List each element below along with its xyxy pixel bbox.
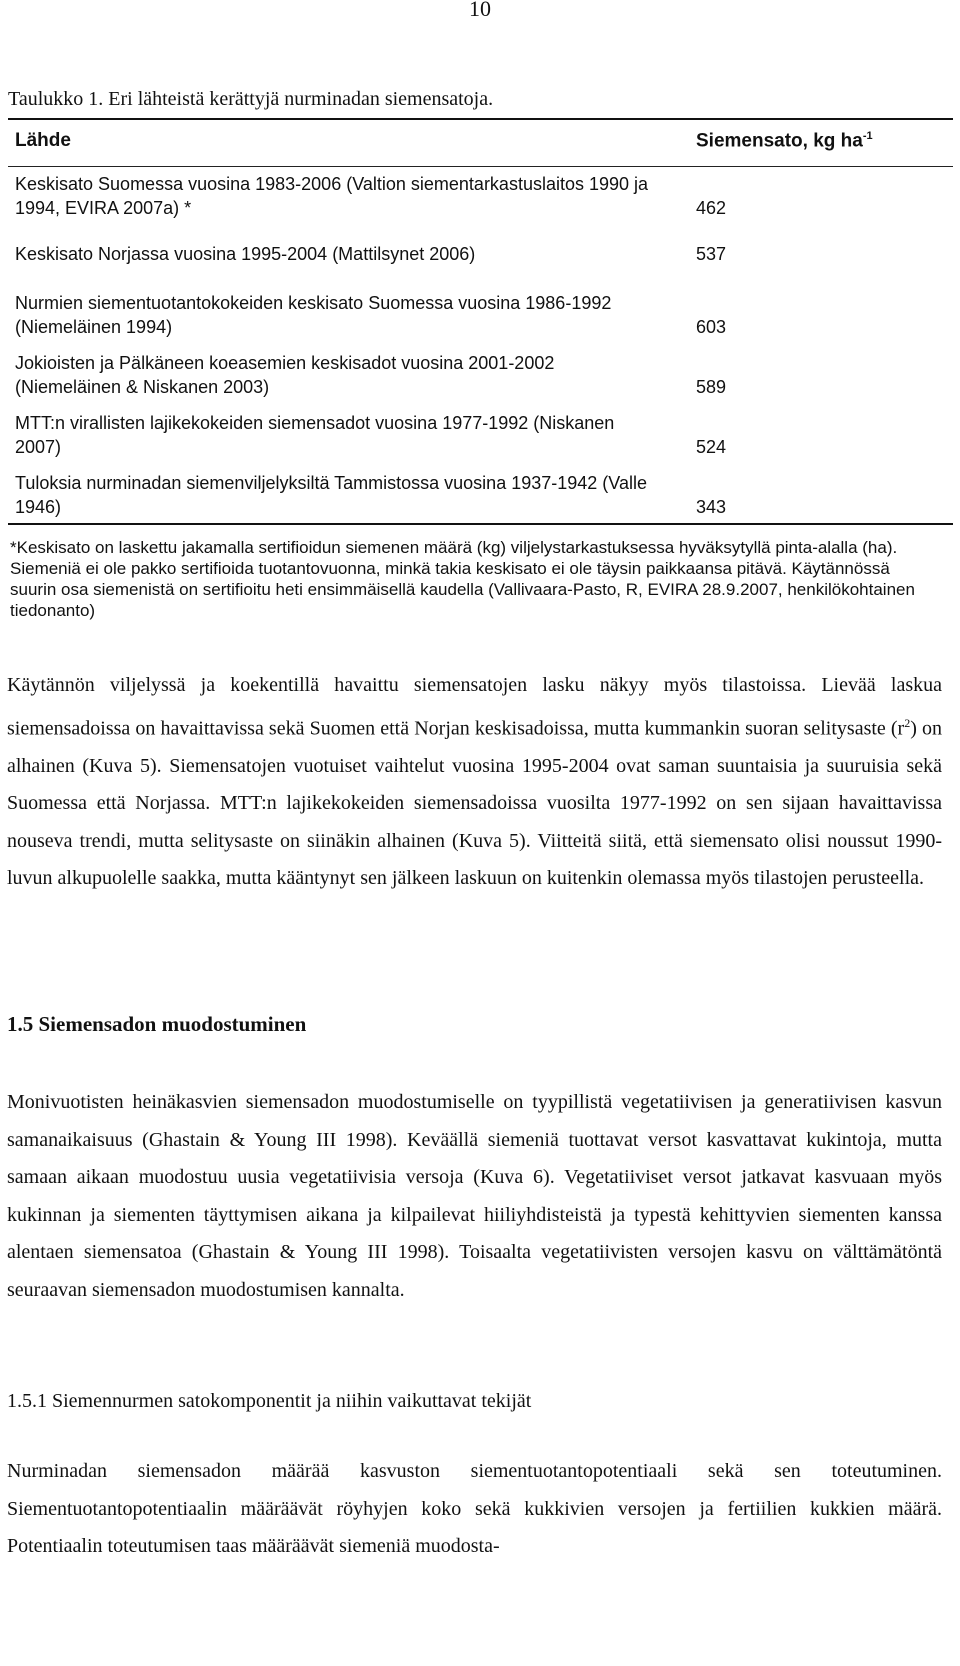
paragraph: Nurminadan siemensadon määrää kasvuston siementuotantopotentiaali sekä sen toteutuminen. Siementuotantopotentiaalin määräävät röyhyjen koko sekä kukkivien versojen ja fertiilien kukkien määrä. Potentiaalin toteutumisen taas määräävät siemeniä muodosta- bbox=[7, 1460, 942, 1557]
row-value: 537 bbox=[696, 244, 727, 264]
row-source: Jokioisten ja Pälkäneen koeasemien keskisadot vuosina 2001-2002 (Niemeläinen & Niskanen 2003) bbox=[15, 353, 555, 397]
header-source: Lähde bbox=[15, 130, 71, 151]
row-source: Nurmien siementuotantokokeiden keskisato Suomessa vuosina 1986-1992 (Niemeläinen 1994) bbox=[15, 293, 612, 337]
subsection-heading: 1.5.1 Siemennurmen satokomponentit ja niihin vaikuttavat tekijät bbox=[7, 1390, 532, 1412]
paragraph: Käytännön viljelyssä ja koekentillä havaittu siemensatojen lasku näkyy myös tilastoissa. Lievää laskua siemensadoissa on havaittavissa sekä Suomen että Norjan keskisadoissa, mutta kummankin suoran selitysaste $(r^2)$ on alhainen (Kuva 5). Siemensatojen vuotuiset vaihtelut vuosina 1995-2004 ovat saman suuntaisia ja suuruisia sekä Suomessa että Norjassa. MTT:n lajikekokeiden siemensadoissa vuosilta 1977-1992 on sen sijaan havaittavissa nouseva trendi, mutta selitysaste on siinäkin alhainen (Kuva 5). Viitteitä siitä, että siemensato olisi noussut 1990-luvun alkupuolelle saakka, mutta kääntynyt sen jälkeen laskuun on kuitenkin olemassa myös tilastojen perusteella. bbox=[7, 674, 942, 890]
row-value: 462 bbox=[696, 198, 727, 218]
row-value: 603 bbox=[696, 317, 727, 337]
paragraph: Monivuotisten heinäkasvien siemensadon muodostumiselle on tyypillistä vegetatiivisen ja generatiivisen kasvun samanaikaisuus (Ghastain & Young III 1998). Keväällä siemeniä tuottavat versot kasvattavat kukintoja, mutta samaan aikaan muodostuu uusia vegetatiivisia versoja (Kuva 6). Vegetatiiviset versot jatkavat kasvuaan myös kukinnan ja siementen täyttymisen aikana ja kilpailevat hiiliyhdisteistä ja typestä kehittyvien siementen kanssa alentaen siemensatoa (Ghastain & Young III 1998). Toisaalta vegetatiivisten versojen kasvu on välttämätöntä seuraavan siemensadon muodostumisen kannalta. bbox=[7, 1091, 942, 1301]
table-row bbox=[15, 471, 945, 519]
table-body bbox=[8, 167, 953, 523]
row-source: Keskisato Suomessa vuosina 1983-2006 (Valtion siementarkastuslaitos 1990 ja 1994, EVIRA 2007a) * bbox=[15, 174, 649, 218]
row-source: Keskisato Norjassa vuosina 1995-2004 (Mattilsynet 2006) bbox=[15, 244, 476, 264]
row-source: MTT:n virallisten lajikekokeiden siemensadot vuosina 1977-1992 (Niskanen 2007) bbox=[15, 413, 615, 457]
table-row bbox=[15, 291, 945, 339]
table-header bbox=[8, 120, 953, 166]
seed-yield-table bbox=[8, 118, 953, 525]
table-row bbox=[15, 351, 945, 399]
row-value: 343 bbox=[696, 497, 727, 517]
table-row bbox=[15, 242, 945, 266]
row-value: 589 bbox=[696, 377, 727, 397]
row-value: 524 bbox=[696, 437, 727, 457]
table-row bbox=[15, 172, 945, 220]
table-caption: Taulukko 1. Eri lähteistä kerättyjä nurminadan siemensatoja. bbox=[8, 88, 494, 110]
row-source: Tuloksia nurminadan siemenviljelyksiltä Tammistossa vuosina 1937-1942 (Valle 1946) bbox=[15, 473, 647, 517]
page-number: 10 bbox=[469, 0, 491, 21]
header-yield: Siemensato, kg $ha^{-1}$ bbox=[696, 130, 873, 152]
table-footnote: *Keskisato on laskettu jakamalla sertifioidun siemenen määrä (kg) viljelystarkastuksessa hyväksytyllä pinta-alalla (ha). Siemeniä ei ole pakko sertifioida tuotantovuonna, minkä takia keskisato ei ole täysin paikkaansa pitävä. Käytännössä suurin osa siemenistä on sertifioitu heti ensimmäisellä kaudella (Vallivaara-Pasto, R, EVIRA 28.9.2007, henkilökohtainen tiedonanto) bbox=[10, 538, 915, 620]
table-row bbox=[15, 411, 945, 459]
table-bottom-rule bbox=[8, 523, 953, 525]
section-heading: 1.5 Siemensadon muodostuminen bbox=[7, 1012, 307, 1036]
